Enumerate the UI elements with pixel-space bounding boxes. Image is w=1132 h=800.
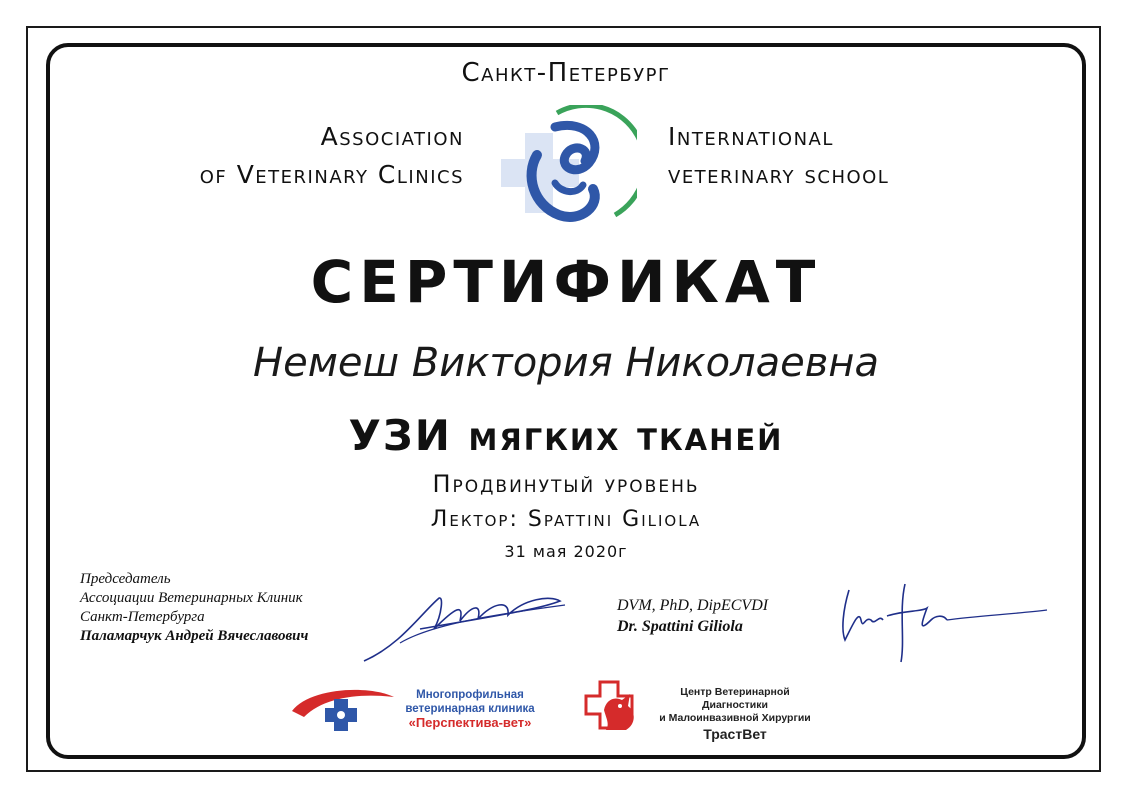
- school-logo-icon: [497, 105, 637, 227]
- chairman-name: Паламарчук Андрей Вячеславович: [80, 628, 309, 644]
- clinic-line-2: ветеринарная клиника: [405, 703, 535, 715]
- clinic-line-3: «Перспектива-вет»: [408, 715, 532, 730]
- perspektiva-vet-text: [385, 688, 555, 730]
- school-line-2: veterinary school: [668, 160, 890, 189]
- chairman-line-2: Ассоциации Ветеринарных Клиник: [80, 590, 303, 606]
- course-level: Продвинутый уровень: [432, 470, 700, 498]
- course-title: УЗИ мягких тканей: [348, 411, 784, 460]
- association-line-2: of Veterinary Clinics: [199, 160, 464, 189]
- trustvet-logo-icon: [580, 680, 650, 735]
- chairman-signatory: [80, 570, 308, 646]
- trustvet-text: [650, 686, 820, 743]
- city-heading: Санкт-Петербург: [461, 58, 671, 88]
- center-brand: ТрастВет: [703, 726, 767, 742]
- lecturer-signature: [835, 580, 1050, 665]
- recipient-name: Немеш Виктория Николаевна: [253, 340, 879, 386]
- center-line-1: Центр Ветеринарной Диагностики: [680, 686, 790, 711]
- lecturer-signatory: [617, 595, 768, 637]
- lecturer: Лектор: Spattini Giliola: [430, 507, 702, 532]
- association-name: [200, 118, 464, 194]
- center-line-2: и Малоинвазивной Хирургии: [659, 712, 811, 724]
- certificate-date: 31 мая 2020г: [504, 542, 628, 561]
- school-name: [668, 118, 889, 194]
- certificate-title: СЕРТИФИКАТ: [310, 248, 822, 316]
- association-line-1: Association: [320, 122, 464, 151]
- perspektiva-vet-logo-icon: [290, 685, 400, 733]
- chairman-line-3: Санкт-Петербурга: [80, 609, 205, 625]
- chairman-line-1: Председатель: [80, 571, 171, 587]
- lecturer-signatory-name: Dr. Spattini Giliola: [617, 618, 743, 635]
- clinic-line-1: Многопрофильная: [416, 689, 524, 701]
- lecturer-credentials: DVM, PhD, DipECVDI: [617, 597, 769, 614]
- chairman-signature: [360, 585, 570, 665]
- school-line-1: International: [668, 122, 834, 151]
